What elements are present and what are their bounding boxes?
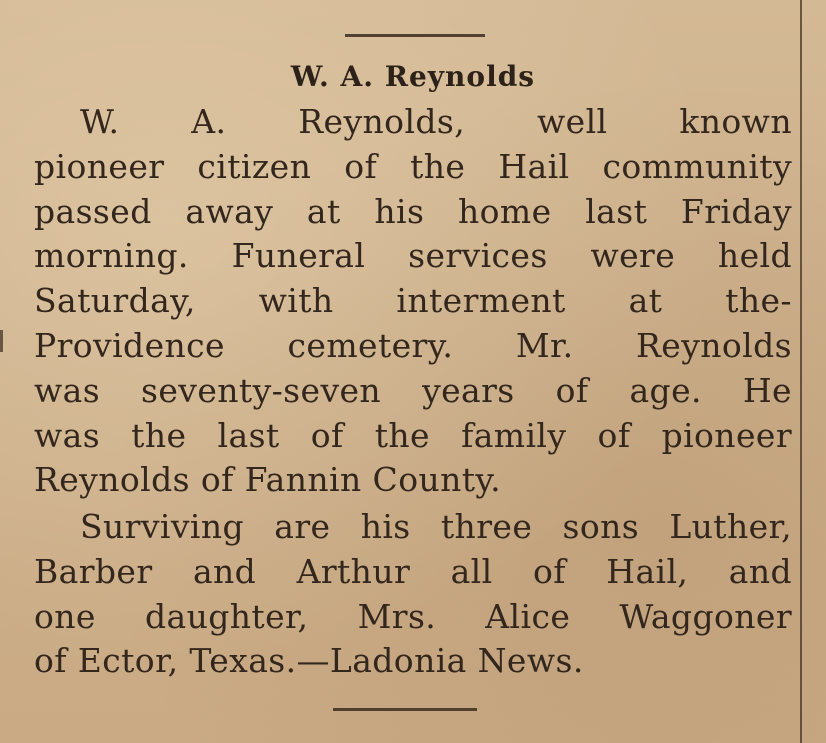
text-line: was seventy-seven years of age. He [34,370,792,410]
article-paragraph-2 [34,505,792,684]
column-border-line [800,0,802,743]
text-line: passed away at his home last Friday [34,191,792,231]
margin-mark [0,330,3,352]
text-line: Barber and Arthur all of Hail, and [34,551,792,591]
text-line: pioneer citizen of the Hail community [34,146,792,186]
text-line: one daughter, Mrs. Alice Waggoner [34,596,792,636]
text-line: was the last of the family of pioneer [34,415,792,455]
text-line: Reynolds of Fannin County. [34,460,501,500]
text-line: of Ector, Texas.—Ladonia News. [34,641,584,681]
top-divider-rule [345,34,485,37]
text-line: Surviving are his three sons Luther, [80,507,792,546]
text-line: W. A. Reynolds, well known [80,102,792,141]
text-line: morning. Funeral services were held [34,236,792,276]
article-headline: W. A. Reynolds [290,60,536,93]
text-line: Saturday, with interment at the- [34,281,792,321]
bottom-divider-rule [333,708,477,711]
text-line: Providence cemetery. Mr. Reynolds [34,325,792,365]
article-paragraph-1 [34,100,792,503]
